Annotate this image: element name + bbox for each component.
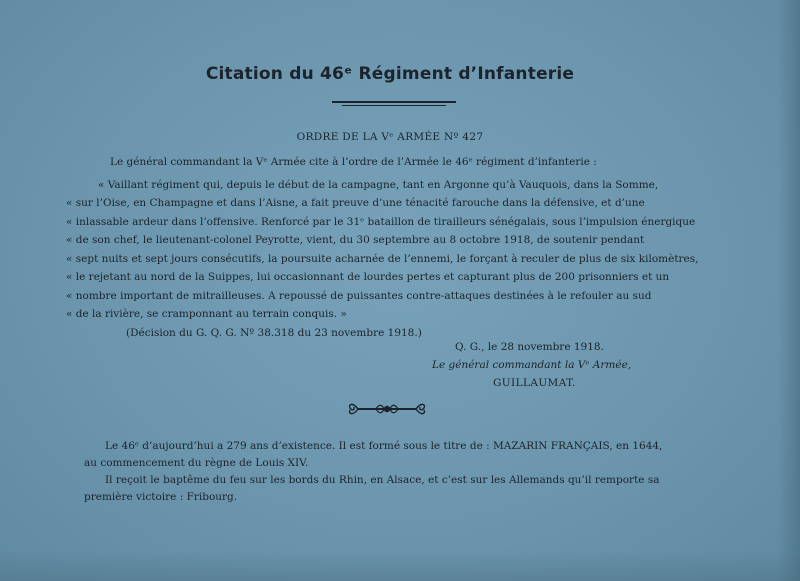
history-line: Le 46ᵉ d’aujourd’hui a 279 ans d’existence. Il est formé sous le titre de : MAZARIN FRANÇAIS, en 1644,	[105, 440, 663, 452]
history-line: au commencement du règne de Louis XIV.	[84, 457, 309, 469]
page-edge-shadow	[778, 0, 800, 581]
history-line: première victoire : Fribourg.	[84, 491, 238, 503]
history-line: Il reçoit le baptême du feu sur les bords du Rhin, en Alsace, et c’est sur les Allemands qu’il remporte sa	[105, 474, 660, 486]
signature-place-date: Q. G., le 28 novembre 1918.	[455, 341, 604, 353]
citation-line: « sept nuits et sept jours consécutifs, la poursuite acharnée de l’ennemi, le forçant à reculer de plus de six kilomètres,	[66, 253, 699, 265]
citation-line: « sur l’Oise, en Champagne et dans l’Aisne, a fait preuve d’une ténacité farouche dans la défensive, et d’une	[66, 197, 645, 209]
page-bottom-shadow	[0, 551, 800, 581]
title-rule-divider	[332, 101, 456, 103]
citation-intro: Le général commandant la Vᵉ Armée cite à l’ordre de l’Armée le 46ᵉ régiment d’infanterie :	[110, 156, 597, 168]
signature-name: GUILLAUMAT.	[493, 377, 576, 389]
document-title: Citation du 46ᵉ Régiment d’Infanterie	[205, 64, 575, 84]
signature-role: Le général commandant la Vᵉ Armée,	[432, 359, 632, 371]
citation-line: « inlassable ardeur dans l’offensive. Renforcé par le 31ᵉ bataillon de tirailleurs sénégalais, sous l’impulsion énergique	[66, 216, 696, 228]
order-heading: ORDRE DE LA Vᵉ ARMÉE Nº 427	[296, 131, 484, 143]
decision-reference: (Décision du G. Q. G. Nº 38.318 du 23 novembre 1918.)	[126, 327, 422, 339]
citation-line: « Vaillant régiment qui, depuis le début de la campagne, tant en Argonne qu’à Vauquois, dans la Somme,	[98, 179, 659, 191]
fleuron-ornament-icon	[346, 400, 428, 418]
citation-line: « de la rivière, se cramponnant au terrain conquis. »	[66, 308, 347, 320]
citation-line: « nombre important de mitrailleuses. A repoussé de puissantes contre-attaques destinées à le refouler au sud	[66, 290, 652, 302]
citation-line: « de son chef, le lieutenant-colonel Peyrotte, vient, du 30 septembre au 8 octobre 1918, de soutenir pendant	[66, 234, 645, 246]
citation-line: « le rejetant au nord de la Suippes, lui occasionnant de lourdes pertes et capturant plus de 200 prisonniers et un	[66, 271, 670, 283]
